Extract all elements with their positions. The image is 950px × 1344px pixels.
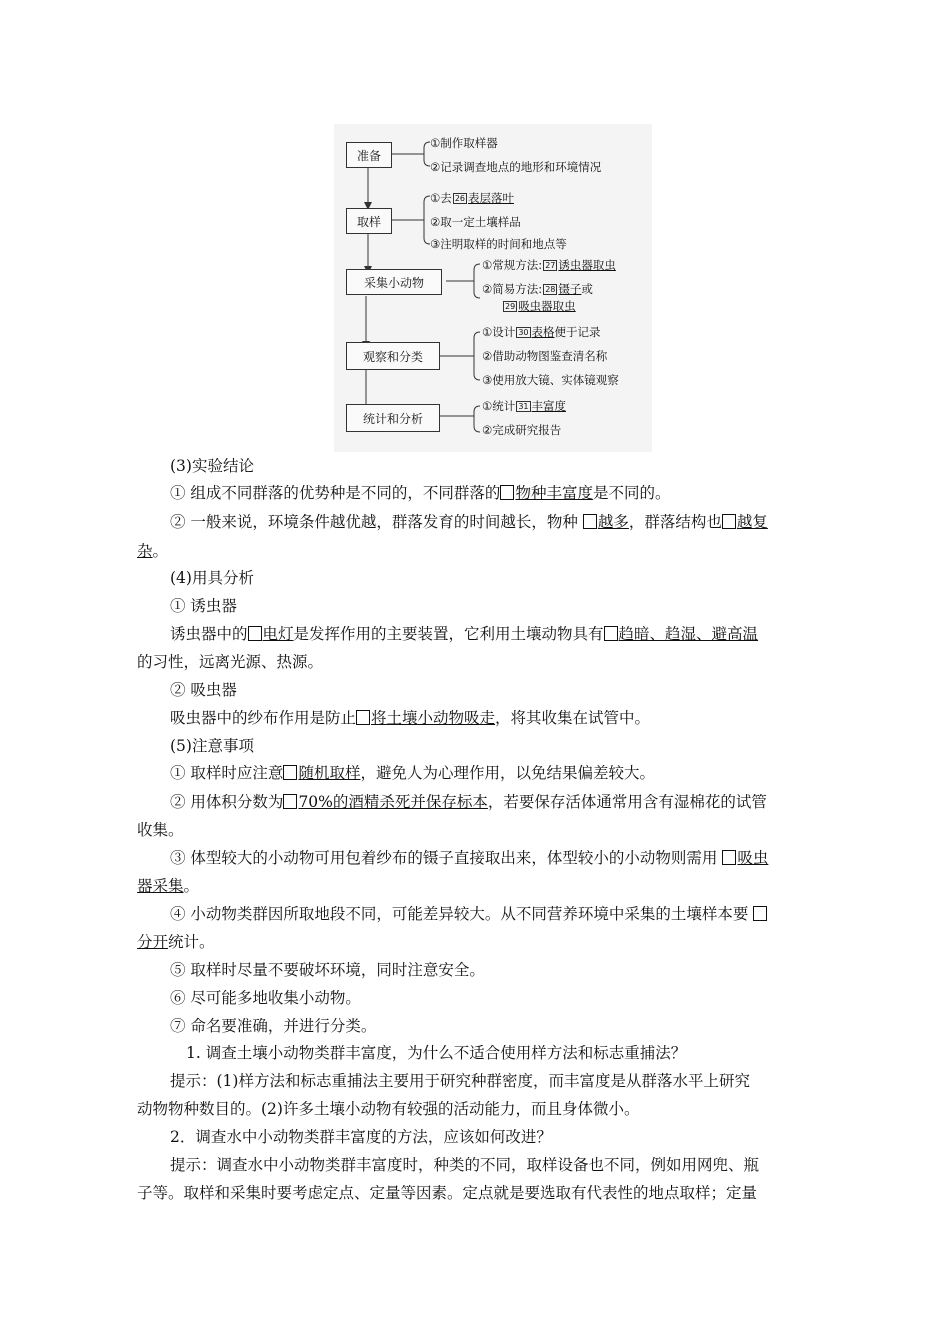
blank-number-30: 30 [518, 328, 529, 337]
step-observe-label: 观察和分类 [362, 349, 423, 364]
tool-2-suffix: ，将其收集在试管中。 [495, 709, 651, 727]
collect-item-1-answer: 诱虫器取虫 [558, 258, 616, 272]
stat-item-1-prefix: ①统计 [482, 399, 516, 413]
flow-diagram [334, 124, 652, 452]
step-sample-label: 取样 [356, 214, 381, 229]
note-7: ⑦ 命名要准确，并进行分类。 [170, 1017, 377, 1035]
observe-item-1 [482, 324, 601, 340]
note-2 [170, 792, 767, 812]
conclusion-3-suffix: 。 [152, 542, 169, 560]
conclusion-2-answer: 越多 [597, 513, 629, 531]
note-2-suffix: ，若要保存活体通常用含有湿棉花的试管 [487, 793, 767, 811]
tool-2-line [170, 708, 650, 728]
blank-number-29: 29 [505, 302, 516, 311]
sample-item-2: ②取一定土壤样品 [430, 215, 521, 229]
note-4-text: ④ 小动物类群因所取地段不同，可能差异较大。从不同营养环境中采集的土壤样本要 [170, 905, 754, 923]
step-stat-label: 统计和分析 [362, 411, 423, 426]
answer-2-line-1: 提示：调查水中小动物类群丰富度时，种类的不同，取样设备也不同，例如用网兜、瓶 [170, 1156, 760, 1174]
step-observe [346, 342, 440, 370]
tool-2-title: ② 吸虫器 [170, 681, 237, 699]
conclusion-1-prefix: ① 组成不同群落的优势种是不同的，不同群落的 [170, 484, 501, 502]
answer-2-line-2: 子等。取样和采集时要考虑定点、定量等因素。定点就是要选取有代表性的地点取样；定量 [137, 1184, 758, 1202]
note-2-answer: 70%的酒精杀死并保存标本 [298, 793, 488, 811]
observe-item-1-prefix: ①设计 [482, 325, 516, 339]
blank-number-26: 26 [454, 194, 465, 203]
tool-2-answer: 将土壤小动物吸走 [371, 709, 496, 727]
section-5-title: (5)注意事项 [170, 737, 254, 755]
conclusion-2-prefix: ② 一般来说，环境条件越优越，群落发育的时间越长，物种 [170, 513, 583, 531]
collect-item-1 [482, 257, 616, 273]
tool-1-prefix: 诱虫器中的 [170, 625, 248, 643]
note-3-answer: 吸虫 [737, 849, 769, 867]
stat-item-1-answer: 丰富度 [531, 399, 566, 413]
note-3-cont [137, 876, 199, 896]
tool-1-line-1 [170, 624, 758, 644]
note-4-answer: 分开 [137, 933, 169, 951]
answer-1-line-1: 提示：(1)样方法和标志重捕法主要用于研究种群密度，而丰富度是从群落水平上研究 [170, 1072, 750, 1090]
blank-number-27: 27 [545, 261, 556, 270]
note-2-prefix: ② 用体积分数为 [170, 793, 284, 811]
note-1-suffix: ，避免人为心理作用，以免结果偏差较大。 [360, 764, 655, 782]
observe-item-1-answer: 表格 [531, 325, 555, 339]
answer-1-line-2: 动物物种数目的。(2)许多土壤小动物有较强的活动能力，而且身体微小。 [137, 1100, 640, 1118]
sample-item-3: ③注明取样的时间和地点等 [430, 237, 567, 251]
tool-2-prefix: 吸虫器中的纱布作用是防止 [170, 709, 357, 727]
tool-1-title: ① 诱虫器 [170, 597, 237, 615]
note-3 [170, 848, 768, 868]
section-4-title: (4)用具分析 [170, 569, 254, 587]
prep-item-2: ②记录调查地点的地形和环境情况 [430, 160, 602, 174]
blank-box [283, 794, 297, 809]
conclusion-2-answer-2: 越复 [736, 513, 768, 531]
blank-number-31: 31 [518, 402, 529, 411]
note-3-answer-cont: 器采集 [137, 877, 184, 895]
tool-1-answer-2: 趋暗、趋湿、避高温 [618, 625, 759, 643]
blank-box [604, 626, 618, 641]
note-4 [170, 904, 768, 924]
observe-item-3: ③使用放大镜、实体镜观察 [482, 373, 619, 387]
collect-item-3-answer: 吸虫器取虫 [518, 299, 576, 313]
prep-item-1: ①制作取样器 [430, 136, 498, 150]
note-2-cont: 收集。 [137, 821, 184, 839]
note-6: ⑥ 尽可能多地收集小动物。 [170, 989, 361, 1007]
note-4-cont [137, 932, 215, 952]
blank-box [583, 514, 597, 529]
blank-box [500, 485, 514, 500]
conclusion-line-2 [170, 512, 768, 532]
sample-item-1 [430, 190, 514, 206]
conclusion-2-middle: ，群落结构也 [628, 513, 722, 531]
conclusion-line-1 [170, 483, 670, 503]
blank-box [283, 765, 297, 780]
blank-box [722, 514, 736, 529]
sample-item-1-prefix: ①去 [430, 191, 452, 205]
blank-number-28: 28 [545, 285, 556, 294]
step-stat [346, 404, 440, 432]
question-1: 1. 调查土壤小动物类群丰富度，为什么不适合使用样方法和标志重捕法？ [186, 1044, 687, 1062]
conclusion-line-3 [137, 541, 168, 561]
note-5: ⑤ 取样时尽量不要破坏环境，同时注意安全。 [170, 961, 485, 979]
collect-item-2-prefix: ②简易方法: [482, 282, 543, 296]
observe-item-2: ②借助动物图鉴查清名称 [482, 349, 608, 363]
tool-1-answer: 电灯 [262, 625, 294, 643]
blank-box [753, 906, 767, 921]
note-3-prefix: ③ 体型较大的小动物可用包着纱布的镊子直接取出来，体型较小的小动物则需用 [170, 849, 723, 867]
observe-item-1-suffix: 便于记录 [554, 325, 601, 339]
collect-item-3 [502, 298, 576, 314]
note-4-suffix: 统计。 [168, 933, 215, 951]
section-3-title: (3)实验结论 [170, 457, 254, 475]
note-1 [170, 763, 655, 783]
conclusion-3-answer: 杂 [137, 542, 153, 560]
collect-item-2-answer: 镊子 [558, 282, 582, 296]
blank-box [248, 626, 262, 641]
note-3-suffix: 。 [183, 877, 200, 895]
step-collect [346, 269, 442, 295]
step-collect-label: 采集小动物 [363, 275, 424, 290]
note-1-answer: 随机取样 [298, 764, 361, 782]
blank-box [356, 710, 370, 725]
collect-item-2-suffix: 或 [581, 282, 593, 296]
step-sample [346, 208, 392, 234]
conclusion-1-suffix: 是不同的。 [592, 484, 671, 502]
sample-item-1-answer: 表层落叶 [468, 191, 514, 205]
collect-item-1-prefix: ①常规方法: [482, 258, 543, 272]
tool-1-middle: 是发挥作用的主要装置，它利用土壤动物具有 [293, 625, 604, 643]
collect-item-2 [482, 281, 593, 297]
conclusion-1-answer: 物种丰富度 [515, 484, 593, 502]
note-1-prefix: ① 取样时应注意 [170, 764, 284, 782]
question-2: 2．调查水中小动物类群丰富度的方法，应该如何改进？ [170, 1128, 552, 1146]
stat-item-2: ②完成研究报告 [482, 423, 562, 437]
step-prepare [346, 142, 392, 168]
tool-1-line-2: 的习性，远离光源、热源。 [137, 653, 324, 671]
step-prepare-label: 准备 [356, 148, 381, 163]
blank-box [722, 850, 736, 865]
stat-item-1 [482, 398, 566, 414]
